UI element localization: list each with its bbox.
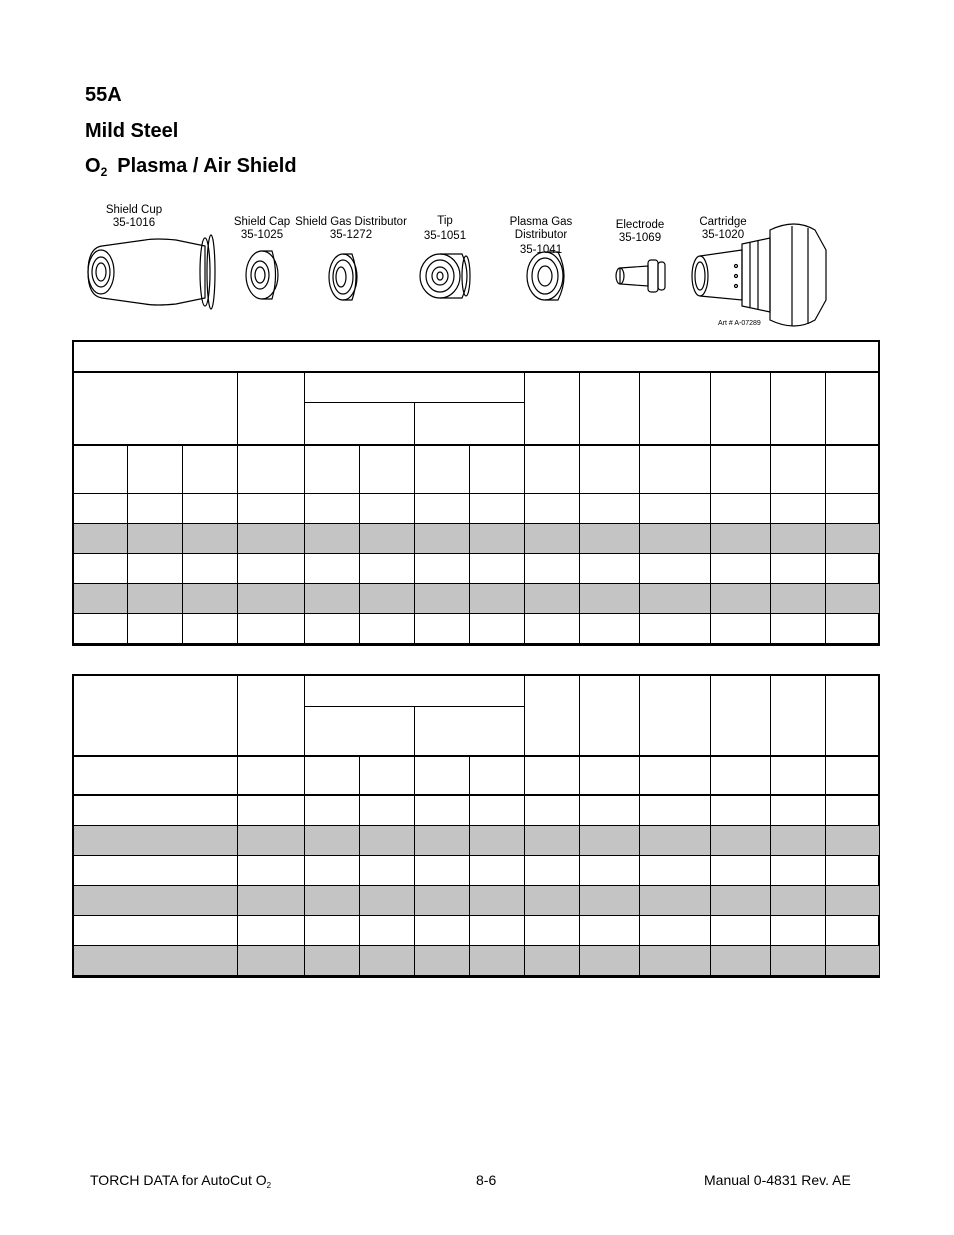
table-row	[74, 886, 880, 916]
plasma-gas-distributor-drawing	[527, 252, 564, 300]
part-name: Shield Cap	[233, 216, 291, 228]
table-2	[73, 675, 880, 976]
table-row	[74, 342, 880, 372]
part-name: Electrode	[615, 219, 665, 231]
manual-revision: Manual 0-4831 Rev. AE	[704, 1172, 851, 1188]
table-row	[74, 554, 880, 584]
shield-cup-drawing	[88, 235, 215, 309]
table-row	[74, 584, 880, 614]
part-name: Tip	[437, 215, 453, 227]
part-number: 35-1069	[618, 232, 662, 244]
part-name: Shield Gas Distributor	[295, 216, 407, 228]
art-number: Art # A-07289	[718, 320, 761, 327]
page-number: 8-6	[476, 1172, 497, 1188]
heading-material: Mild Steel	[85, 120, 179, 142]
heading-gas-prefix: O	[85, 155, 101, 177]
table-row	[74, 445, 880, 494]
shield-cap-drawing	[246, 251, 278, 299]
table-row	[74, 614, 880, 644]
part-name: Shield Cup	[105, 204, 163, 216]
part-name: Plasma Gas Distributor	[509, 216, 573, 241]
heading-amperage: 55A	[85, 84, 122, 106]
table-row	[74, 826, 880, 856]
table-row	[74, 916, 880, 946]
table-row	[74, 856, 880, 886]
part-number: 35-1272	[329, 229, 373, 241]
footer-title-text: TORCH DATA for AutoCut O	[90, 1172, 267, 1188]
torch-parts-illustration	[0, 0, 954, 340]
part-number: 35-1020	[701, 229, 745, 241]
footer-title-subscript: 2	[266, 1181, 272, 1190]
table-row	[74, 372, 880, 403]
table-row	[74, 524, 880, 554]
heading-gas-subscript: 2	[100, 165, 108, 179]
heading-gas-text: Plasma / Air Shield	[117, 155, 297, 177]
footer-title	[90, 1172, 271, 1190]
table-row	[74, 795, 880, 826]
table-row	[74, 494, 880, 524]
table-1	[73, 341, 880, 644]
table-row	[74, 676, 880, 707]
part-number: 35-1025	[240, 229, 284, 241]
table-row	[74, 756, 880, 795]
part-name: Cartridge	[699, 216, 747, 228]
electrode-drawing	[616, 260, 665, 292]
tip-drawing	[420, 254, 470, 298]
cartridge-drawing	[692, 224, 826, 326]
part-number: 35-1051	[423, 230, 467, 242]
part-number: 35-1016	[112, 217, 156, 229]
shield-gas-distributor-drawing	[329, 254, 357, 300]
table-row	[74, 946, 880, 976]
part-number: 35-1041	[519, 244, 563, 256]
